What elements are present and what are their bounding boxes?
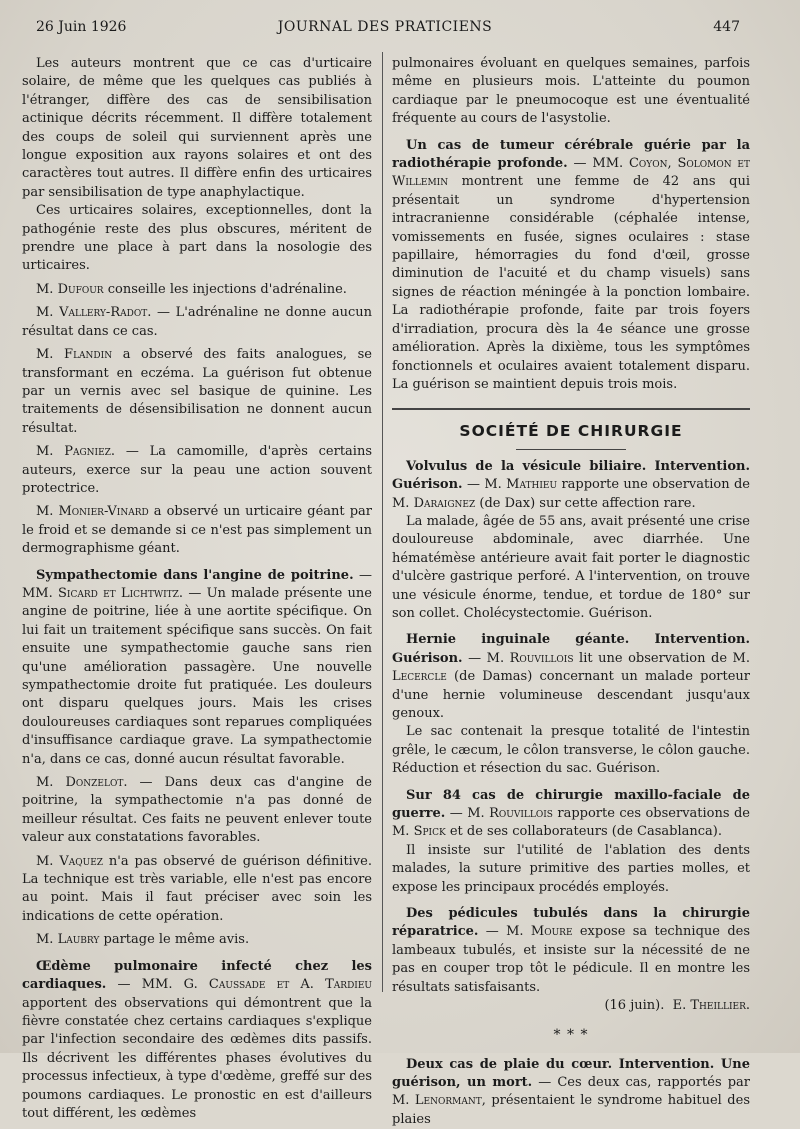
dash: — M.	[463, 651, 510, 666]
author-name: M. Vaquez	[36, 854, 103, 869]
article-text: — Un malade présente une angine de poitrine, liée à une aortite spécifique. On lui fait un traitement spécifique sans succès. On fait ensuite une sympathectomie gauche sans rien qu'une amélioration passagère. Une nouvelle sympathectomie droite fut pratiquée. Les douleurs ont disparu quelques jours. Mais les crises douloureuses cardiaques sont reparues compliquées d'insuffisance cardiaque grave. La sympathectomie n'a, dans ce cas, donné aucun résultat favorable.	[22, 586, 372, 767]
paragraph	[22, 853, 372, 927]
paragraph	[22, 774, 372, 848]
author-name: Moure	[531, 924, 573, 939]
dash: — M.	[463, 477, 507, 492]
paragraph-text: partage le même avis.	[99, 932, 249, 947]
author-names: Coyon, Solomon et Willemin	[392, 156, 750, 189]
paragraph: pulmonaires évoluant en quelques semaines, parfois même en plusieurs mois. L'atteinte du poumon cardiaque par le pneumocoque est une éventualité fréquente au cours de l'asystolie.	[392, 55, 750, 129]
article-pedicules	[392, 905, 750, 997]
asterism: * * *	[392, 1028, 750, 1042]
author-name: M. Laubry	[36, 932, 99, 947]
author-name: Spick	[414, 824, 446, 839]
article-title: Des pédicules tubulés dans la chirurgie réparatrice.	[392, 906, 750, 939]
article-tumeur	[392, 137, 750, 395]
paragraph: Les auteurs montrent que ce cas d'urticaire solaire, de même que les quelques cas publiés à l'étranger, diffère des cas de sensibilisation actinique décrits récemment. Il diffère totalement des coups de soleil qui surviennent après une longue exposition aux rayons solaires et ont des caractères tout autres. Il diffère enfin des urticaires par sensibilisation de type anaphylactique.	[22, 55, 372, 202]
article-title: Sympathectomie dans l'angine de poitrine.	[36, 568, 354, 583]
article-title: Un cas de tumeur cérébrale guérie par la radiothérapie profonde.	[392, 138, 750, 171]
article-text: , présentaient le syndrome habituel des plaies	[392, 1093, 750, 1126]
article-text: rapporte une observation de M.	[392, 477, 750, 510]
author-name: M. Dufour	[36, 282, 104, 297]
article-text: (de Damas) concernant un malade porteur d'une hernie volumineuse descendant jusqu'aux genoux.	[392, 669, 750, 721]
article-maxillo	[392, 787, 750, 842]
section-title-text: SOCIÉTÉ DE CHIRURGIE	[392, 422, 750, 440]
paragraph: Le sac contenait la presque totalité de l'intestin grêle, le cæcum, le côlon transverse, le côlon gauche. Réduction et résection du sac. Guérison.	[392, 723, 750, 778]
section-rule	[392, 408, 750, 410]
paragraph	[22, 503, 372, 558]
paragraph	[22, 443, 372, 498]
article-text: et de ses collaborateurs (de Casablanca).	[446, 824, 722, 839]
paragraph-text: — L'adrénaline ne donne aucun résultat dans ce cas.	[22, 305, 372, 338]
article-text: expose sa technique des lambeaux tubulés, et insiste sur la nécessité de ne pas en couper trop tôt le pédicule. Il en montre les résultats satisfaisants.	[392, 924, 750, 994]
article-text: (de Dax) sur cette affection rare.	[475, 496, 695, 511]
author-names: G. Caussade et A. Tardieu	[184, 977, 372, 992]
dash: — MM.	[22, 568, 372, 601]
article-hernie	[392, 631, 750, 723]
article-sympathectomie	[22, 567, 372, 769]
paragraph-text: — Dans deux cas d'angine de poitrine, la sympathectomie n'a pas donné de meilleur résultat. Ces faits ne peuvent enlever toute valeur aux constatations favorables.	[22, 775, 372, 845]
paragraph	[22, 304, 372, 341]
signature-name: E. Theillier.	[673, 998, 750, 1013]
paragraph	[22, 281, 372, 299]
paragraph: Il insiste sur l'utilité de l'ablation des dents malades, la suture primitive des parties molles, et expose les principaux procédés employés.	[392, 842, 750, 897]
author-name: Mathieu	[506, 477, 557, 492]
paragraph: Ces urticaires solaires, exceptionnelles, dont la pathogénie reste des plus obscures, méritent de prendre une place à part dans la nosologie des urticaires.	[22, 202, 372, 276]
paragraph-text: conseille les injections d'adrénaline.	[104, 282, 347, 297]
column-divider	[382, 52, 383, 992]
author-name: M. Pagniez.	[36, 444, 115, 459]
dash: — MM.	[106, 977, 183, 992]
article-title: Sur 84 cas de chirurgie maxillo-faciale de guerre.	[392, 788, 750, 821]
author-name: M. Donzelot.	[36, 775, 127, 790]
signature-date: (16 juin).	[604, 998, 664, 1013]
article-text: apportent des observations qui démontrent que la fièvre constatée chez certains cardiaques s'explique par l'infection secondaire des œdèmes dits passifs. Ils décrivent les différentes phases évolutives du processus infectieux, à type d'œdème, greffé sur des poumons cardiaques. Le pronostic en est d'ailleurs tout différent, les œdèmes	[22, 996, 372, 1121]
author-name: Daraignez	[414, 496, 476, 511]
paragraph: La malade, âgée de 55 ans, avait présenté une crise douloureuse abdominale, avec diarrhée. Une hématémèse antérieure avait fait porter le diagnostic d'ulcère gastrique perforé. A l'intervention, on trouve une vésicule énorme, tendue, et tordue de 180° sur son collet. Cholécystectomie. Guérison.	[392, 513, 750, 623]
article-plaie-coeur	[392, 1056, 750, 1129]
paragraph-text: a observé un urticaire géant par le froid et se demande si ce n'est pas simplement un dermographisme géant.	[22, 504, 372, 556]
journal-title: JOURNAL DES PRATICIENS	[30, 19, 740, 35]
header-date: 26 Juin 1926	[36, 19, 126, 35]
article-title: Volvulus de la vésicule biliaire. Intervention. Guérison.	[392, 459, 750, 492]
article-text: rapporte ces observations de M.	[392, 806, 750, 839]
paragraph-text: n'a pas observé de guérison définitive. La technique est très variable, elle n'est pas encore au point. Mais il faut préciser avec soin les indications de cette opération.	[22, 854, 372, 924]
author-name: M. Vallery-Radot.	[36, 305, 151, 320]
page-number: 447	[713, 19, 740, 35]
paragraph	[22, 346, 372, 438]
article-volvulus	[392, 458, 750, 513]
page-header	[30, 19, 740, 41]
section-title	[392, 422, 750, 449]
title-underline	[516, 449, 626, 450]
author-names: Sicard et Lichtwitz.	[58, 586, 183, 601]
article-text: — Ces deux cas, rapportés par M.	[392, 1075, 750, 1108]
left-column	[22, 55, 372, 1045]
dash: — M.	[445, 806, 489, 821]
signature	[392, 997, 750, 1015]
paragraph	[22, 931, 372, 949]
paragraph-text: a observé des faits analogues, se transformant en eczéma. La guérison fut obtenue par un vernis avec sel basique de quinine. Les traitements de désensibilisation ne donnent aucun résultat.	[22, 347, 372, 436]
author-name: Lecercle	[392, 669, 447, 684]
dash: — MM.	[568, 156, 629, 171]
author-name: Lenormant	[415, 1093, 482, 1108]
article-text: lit une observation de M.	[574, 651, 751, 666]
article-title: Œdème pulmonaire infecté chez les cardiaques.	[22, 959, 372, 992]
author-name: Rouvillois	[510, 651, 574, 666]
right-column	[392, 55, 750, 1045]
dash: — M.	[478, 924, 530, 939]
article-title: Deux cas de plaie du cœur. Intervention. Une guérison, un mort.	[392, 1057, 750, 1090]
author-name: M. Flandin	[36, 347, 112, 362]
article-title: Hernie inguinale géante. Intervention. Guérison.	[392, 632, 750, 665]
article-oedeme	[22, 958, 372, 1124]
author-name: M. Monier-Vinard	[36, 504, 149, 519]
paragraph-text: — La camomille, d'après certains auteurs, exerce sur la peau une action souvent protectrice.	[22, 444, 372, 496]
signature-block	[604, 997, 750, 1015]
article-text: montrent une femme de 42 ans qui présentait un syndrome d'hypertension intracranienne considérable (céphalée intense, vomissements en fusée, signes oculaires : stase papillaire, hémorragies du fond d'œil, grosse diminution de l'acuité et du champ visuels) sans signes de réaction méningée à la ponction lombaire. La radiothérapie profonde, faite par trois foyers d'irradiation, procura dès la 4e séance une grosse amélioration. Après la dixième, tous les symptômes fonctionnels et oculaires avaient totalement disparu. La guérison se maintient depuis trois mois.	[392, 174, 750, 391]
author-name: Rouvillois	[489, 806, 553, 821]
